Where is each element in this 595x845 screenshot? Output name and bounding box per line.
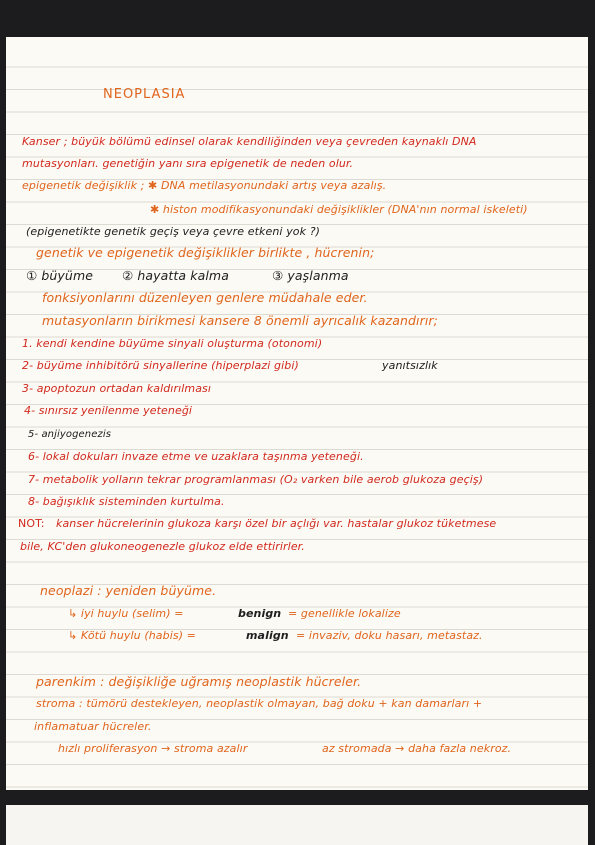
note-line: parenkim : değişikliğe uğramış neoplastik hücreler. xyxy=(36,674,362,689)
list-item: ② hayatta kalma xyxy=(122,268,229,283)
list-item: 4- sınırsız yenilenme yeteneği xyxy=(24,404,193,417)
next-page xyxy=(6,805,588,845)
note-line: = invaziv, doku hasarı, metastaz. xyxy=(296,629,483,642)
note-line: az stromada → daha fazla nekroz. xyxy=(322,742,512,755)
term: benign xyxy=(238,607,282,620)
notebook-page xyxy=(6,37,588,790)
note-line: epigenetik değişiklik ; ✱ DNA metilasyonundaki artış veya azalış. xyxy=(22,179,387,192)
note-line: genetik ve epigenetik değişiklikler birlikte , hücrenin; xyxy=(36,245,375,260)
note-line: Kanser ; büyük bölümü edinsel olarak kendiliğinden veya çevreden kaynaklı DNA xyxy=(22,135,477,148)
list-item: 2- büyüme inhibitörü sinyallerine (hiperplazi gibi) xyxy=(22,359,299,372)
note-line: ↳ iyi huylu (selim) = xyxy=(68,607,184,620)
list-item-note: yanıtsızlık xyxy=(382,359,438,372)
note-line: stroma : tümörü destekleyen, neoplastik olmayan, bağ doku + kan damarları + xyxy=(36,697,483,710)
list-item: ③ yaşlanma xyxy=(272,268,349,283)
note-line: fonksiyonlarını düzenleyen genlere müdahale eder. xyxy=(42,290,368,305)
note-line: ✱ histon modifikasyonundaki değişiklikler (DNA'nın normal iskeleti) xyxy=(150,203,528,216)
list-item: 1. kendi kendine büyüme sinyali oluşturma (otonomi) xyxy=(22,337,323,350)
note-line: = genellikle lokalize xyxy=(288,607,401,620)
note-line: bile, KC'den glukoneogenezle glukoz elde ettirirler. xyxy=(20,540,305,553)
note-line: kanser hücrelerinin glukoza karşı özel bir açlığı var. hastalar glukoz tüketmese xyxy=(56,517,497,530)
list-item: 7- metabolik yolların tekrar programlanması (O₂ varken bile aerob glukoza geçiş) xyxy=(28,473,484,486)
term: malign xyxy=(246,629,289,642)
note-label: NOT: xyxy=(18,517,45,530)
list-item: 5- anjiyogenezis xyxy=(28,429,112,440)
note-line: mutasyonların birikmesi kansere 8 önemli ayrıcalık kazandırır; xyxy=(42,313,438,328)
list-item: 3- apoptozun ortadan kaldırılması xyxy=(22,382,212,395)
note-line: neoplazi : yeniden büyüme. xyxy=(40,583,217,598)
note-line: hızlı proliferasyon → stroma azalır xyxy=(58,742,248,755)
note-line: mutasyonları. genetiğin yanı sıra epigenetik de neden olur. xyxy=(22,157,354,170)
note-line: (epigenetikte genetik geçiş veya çevre etkeni yok ?) xyxy=(26,225,321,238)
note-line: inflamatuar hücreler. xyxy=(34,720,152,733)
list-item: ① büyüme xyxy=(26,268,94,283)
list-item: 8- bağışıklık sisteminden kurtulma. xyxy=(28,495,225,508)
list-item: 6- lokal dokuları invaze etme ve uzaklara taşınma yeteneği. xyxy=(28,450,364,463)
page-title: NEOPLASIA xyxy=(103,87,186,102)
note-line: ↳ Kötü huylu (habis) = xyxy=(68,629,197,642)
